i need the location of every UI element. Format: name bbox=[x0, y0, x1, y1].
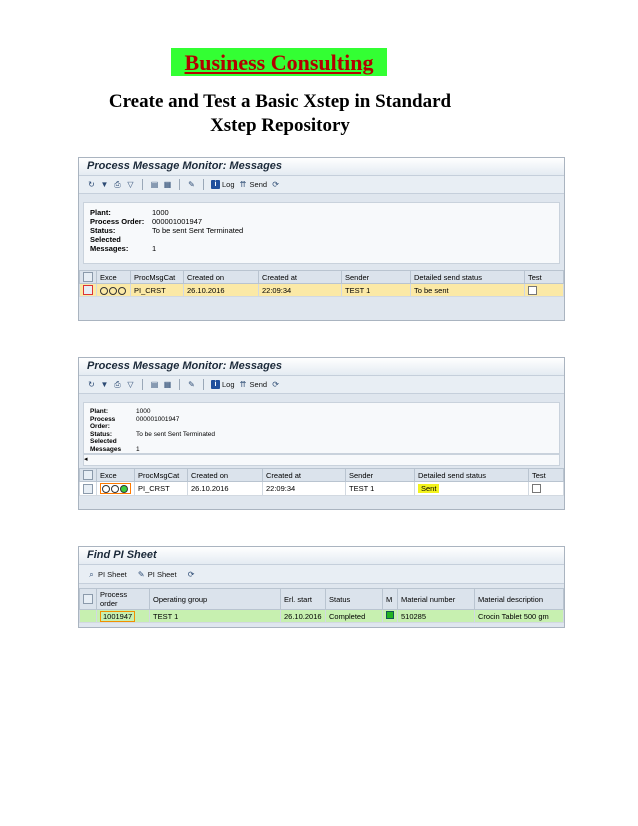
column-header[interactable]: Created at bbox=[259, 271, 342, 284]
status-light-icon bbox=[383, 610, 398, 623]
selection-info-panel bbox=[83, 202, 560, 264]
export-icon[interactable]: ▤ bbox=[150, 380, 159, 389]
document-title bbox=[60, 90, 500, 138]
row-selector[interactable] bbox=[80, 284, 97, 297]
layout-icon[interactable]: ▦ bbox=[163, 380, 172, 389]
cell-erl-start: 26.10.2016 bbox=[281, 610, 326, 623]
info-row bbox=[90, 217, 553, 226]
info-icon: i bbox=[211, 180, 220, 189]
cell-sender: TEST 1 bbox=[346, 482, 415, 496]
info-value: 1000 bbox=[152, 208, 169, 217]
divider bbox=[179, 379, 180, 390]
process-order-value: 1001947 bbox=[100, 611, 135, 622]
info-label: Process Order: bbox=[90, 415, 116, 430]
screenshot-monitor-1 bbox=[78, 157, 565, 321]
send-icon: ⇈ bbox=[239, 380, 247, 389]
table-header bbox=[80, 589, 564, 610]
row-selector[interactable] bbox=[80, 482, 97, 496]
glasses-icon: ⌕ bbox=[89, 569, 94, 579]
info-row bbox=[90, 438, 553, 446]
select-all-icon[interactable] bbox=[80, 469, 97, 482]
column-header[interactable]: Created on bbox=[184, 271, 259, 284]
table-row[interactable] bbox=[80, 284, 564, 297]
info-label: Status: bbox=[90, 430, 113, 438]
column-header[interactable]: Test bbox=[529, 469, 564, 482]
selection-info-panel bbox=[83, 402, 560, 454]
table-header bbox=[80, 271, 564, 284]
divider bbox=[203, 379, 204, 390]
info-value: 1 bbox=[136, 445, 140, 453]
info-label: Status: bbox=[90, 226, 116, 235]
send-button[interactable] bbox=[239, 380, 268, 389]
cell-process-order[interactable] bbox=[97, 610, 150, 623]
edit-pi-sheet-button[interactable] bbox=[137, 570, 177, 579]
filter-icon[interactable]: ▼ bbox=[100, 180, 109, 189]
table-row[interactable] bbox=[80, 610, 564, 623]
send-button[interactable] bbox=[239, 180, 268, 189]
set-filter-icon[interactable]: ▽ bbox=[127, 380, 134, 389]
column-header[interactable]: Operating group bbox=[150, 589, 281, 610]
screenshot-monitor-2 bbox=[78, 357, 565, 510]
divider bbox=[203, 179, 204, 190]
scroll-left-icon[interactable]: ◂ bbox=[84, 456, 88, 463]
messages-table bbox=[79, 270, 564, 297]
window-title: Process Message Monitor: Messages bbox=[79, 158, 564, 176]
display-pi-sheet-button[interactable] bbox=[87, 570, 127, 579]
cell-created-at: 22:09:34 bbox=[259, 284, 342, 297]
column-header[interactable]: Detailed send status bbox=[411, 271, 525, 284]
info-value: 000001001947 bbox=[152, 217, 203, 226]
cell-material-number: 510285 bbox=[398, 610, 475, 623]
info-label: Messages: bbox=[90, 244, 129, 253]
select-all-icon[interactable] bbox=[80, 271, 97, 284]
info-label: Plant: bbox=[90, 408, 109, 415]
info-row bbox=[90, 431, 553, 439]
column-header[interactable]: Material description bbox=[475, 589, 564, 610]
column-header[interactable]: Process order bbox=[97, 589, 150, 610]
edit-icon[interactable]: ✎ bbox=[188, 380, 195, 389]
cell-status: Completed bbox=[326, 610, 383, 623]
pi-sheet-table bbox=[79, 588, 564, 623]
info-label: Process Order: bbox=[90, 217, 145, 226]
info-row bbox=[90, 235, 553, 244]
cell-material-description: Crocin Tablet 500 gm bbox=[475, 610, 564, 623]
info-row bbox=[90, 408, 553, 416]
log-button[interactable] bbox=[211, 180, 235, 189]
send-icon: ⇈ bbox=[239, 180, 247, 189]
scrollbar[interactable] bbox=[83, 454, 560, 466]
toolbar bbox=[79, 176, 564, 194]
messages-table bbox=[79, 468, 564, 496]
column-header[interactable]: Created on bbox=[188, 469, 263, 482]
table-row[interactable] bbox=[80, 482, 564, 496]
filter-icon[interactable]: ▼ bbox=[100, 380, 109, 389]
test-checkbox[interactable] bbox=[525, 284, 564, 297]
company-banner: Business Consulting bbox=[171, 48, 387, 76]
cell-send-status bbox=[415, 482, 529, 496]
refresh-icon[interactable]: ↻ bbox=[88, 380, 95, 389]
screenshot-find-pi-sheet bbox=[78, 546, 565, 628]
edit-icon[interactable]: ✎ bbox=[188, 180, 195, 189]
window-title: Process Message Monitor: Messages bbox=[79, 358, 564, 376]
column-header[interactable]: Sender bbox=[342, 271, 411, 284]
exception-lights-icon bbox=[97, 284, 131, 297]
column-header[interactable]: Test bbox=[525, 271, 564, 284]
info-label: Plant: bbox=[90, 208, 111, 217]
column-header[interactable]: Sender bbox=[346, 469, 415, 482]
column-header[interactable]: ProcMsgCat bbox=[135, 469, 188, 482]
button-label: PI Sheet bbox=[98, 569, 127, 579]
refresh-list-icon[interactable]: ⟳ bbox=[272, 380, 279, 389]
highlighted-status: Sent bbox=[418, 484, 439, 493]
title-line-1: Create and Test a Basic Xstep in Standard bbox=[108, 91, 452, 112]
info-value: 1000 bbox=[136, 408, 151, 415]
select-all-icon[interactable] bbox=[80, 589, 97, 610]
button-label: PI Sheet bbox=[147, 569, 177, 579]
column-header[interactable]: Created at bbox=[263, 469, 346, 482]
exception-lights-icon bbox=[97, 482, 135, 496]
info-value: To be sent Sent Terminated bbox=[136, 430, 216, 438]
column-header[interactable]: M bbox=[383, 589, 398, 610]
toolbar bbox=[79, 376, 564, 394]
info-label: Selected bbox=[90, 438, 117, 445]
layout-icon[interactable]: ▦ bbox=[163, 180, 172, 189]
export-icon[interactable]: ▤ bbox=[150, 180, 159, 189]
refresh-list-icon[interactable]: ⟳ bbox=[187, 569, 195, 579]
cell-created-on: 26.10.2016 bbox=[188, 482, 263, 496]
info-row bbox=[90, 208, 553, 217]
cell-operating-group: TEST 1 bbox=[150, 610, 281, 623]
info-row bbox=[90, 416, 553, 431]
send-label: Send bbox=[249, 180, 268, 189]
info-value: To be sent Sent Terminated bbox=[152, 226, 244, 235]
cell-created-at: 22:09:34 bbox=[263, 482, 346, 496]
set-filter-icon[interactable]: ▽ bbox=[127, 180, 134, 189]
column-header[interactable]: Status bbox=[326, 589, 383, 610]
refresh-list-icon[interactable]: ⟳ bbox=[272, 180, 279, 189]
pencil-icon: ✎ bbox=[137, 569, 145, 579]
cell-proc-msg-cat: PI_CRST bbox=[131, 284, 184, 297]
divider bbox=[142, 379, 143, 390]
info-value: 1 bbox=[152, 244, 157, 253]
info-value: 000001001947 bbox=[136, 415, 180, 423]
info-label: Selected bbox=[90, 235, 121, 244]
toolbar bbox=[79, 565, 564, 584]
cell-proc-msg-cat: PI_CRST bbox=[135, 482, 188, 496]
cell-send-status: To be sent bbox=[411, 284, 525, 297]
cell-sender: TEST 1 bbox=[342, 284, 411, 297]
column-header[interactable]: Material number bbox=[398, 589, 475, 610]
column-header[interactable]: Exce bbox=[97, 469, 135, 482]
print-icon[interactable]: ⎙ bbox=[114, 380, 121, 389]
info-label: Messages bbox=[90, 445, 122, 453]
info-row bbox=[90, 446, 553, 454]
divider bbox=[142, 179, 143, 190]
window-title: Find PI Sheet bbox=[79, 547, 564, 565]
info-row bbox=[90, 244, 553, 253]
test-checkbox[interactable] bbox=[529, 482, 564, 496]
refresh-icon[interactable]: ↻ bbox=[88, 180, 95, 189]
info-row bbox=[90, 226, 553, 235]
log-label: Log bbox=[222, 180, 235, 189]
print-icon[interactable]: ⎙ bbox=[114, 180, 121, 189]
column-header[interactable]: Exce bbox=[97, 271, 131, 284]
column-header[interactable]: Erl. start bbox=[281, 589, 326, 610]
info-icon: i bbox=[211, 380, 220, 389]
log-label: Log bbox=[222, 380, 235, 389]
cell-created-on: 26.10.2016 bbox=[184, 284, 259, 297]
log-button[interactable] bbox=[211, 380, 235, 389]
title-line-2: Xstep Repository bbox=[210, 115, 350, 136]
row-selector[interactable] bbox=[80, 610, 97, 623]
table-header bbox=[80, 469, 564, 482]
column-header[interactable]: ProcMsgCat bbox=[131, 271, 184, 284]
send-label: Send bbox=[249, 380, 268, 389]
divider bbox=[179, 179, 180, 190]
column-header[interactable]: Detailed send status bbox=[415, 469, 529, 482]
